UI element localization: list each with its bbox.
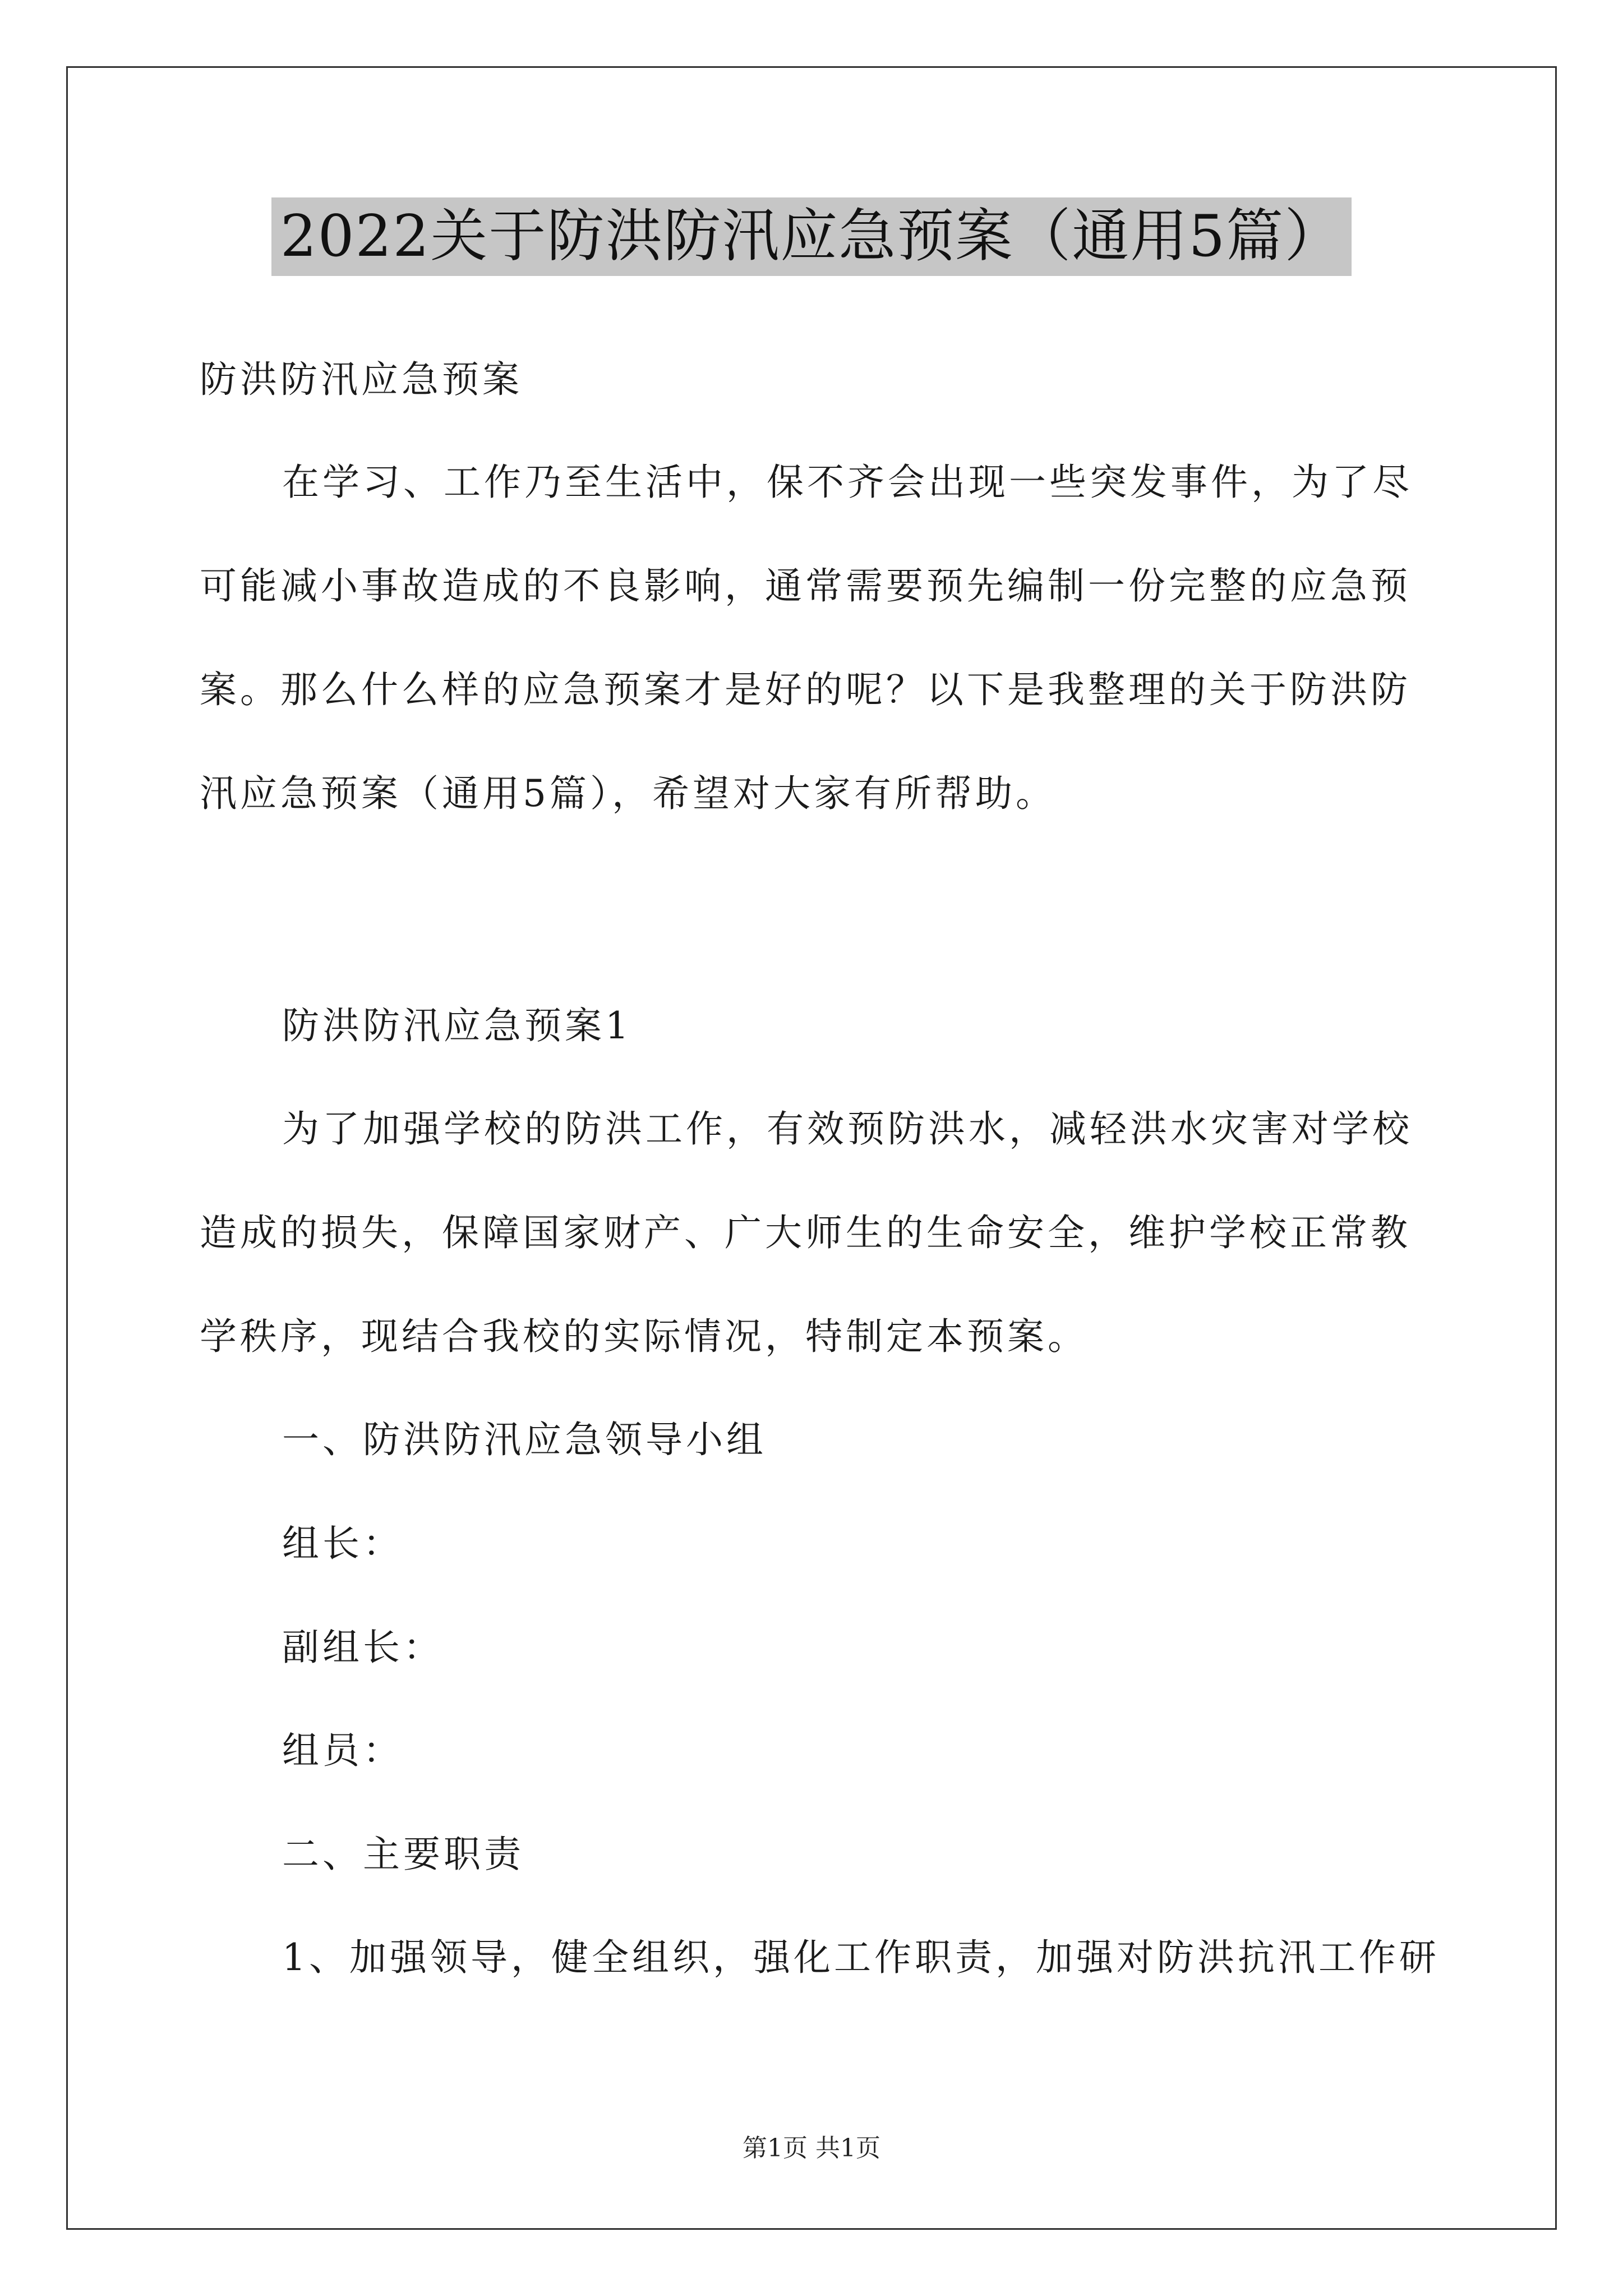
- list-item: 副组长：: [282, 1626, 444, 1669]
- title-container: [0, 197, 1623, 276]
- section-heading: 防洪防汛应急预案1: [282, 1004, 632, 1047]
- subsection-heading: 一、防洪防汛应急领导小组: [282, 1418, 767, 1461]
- paragraph-line: 汛应急预案（通用5篇），希望对大家有所帮助。: [200, 772, 1056, 815]
- paragraph-line: 在学习、工作乃至生活中，保不齐会出现一些突发事件，为了尽: [282, 461, 1413, 504]
- paragraph-line: 为了加强学校的防洪工作，有效预防洪水，减轻洪水灾害对学校: [282, 1107, 1413, 1151]
- paragraph-line: 造成的损失，保障国家财产、广大师生的生命安全，维护学校正常教: [200, 1211, 1411, 1254]
- paragraph-line: 学秩序，现结合我校的实际情况，特制定本预案。: [200, 1315, 1088, 1358]
- paragraph-line: 可能减小事故造成的不良影响，通常需要预先编制一份完整的应急预: [200, 564, 1411, 608]
- page-footer: 第1页 共1页: [743, 2134, 880, 2162]
- paragraph-line: 案。那么什么样的应急预案才是好的呢？以下是我整理的关于防洪防: [200, 668, 1411, 711]
- intro-heading: 防洪防汛应急预案: [200, 358, 523, 401]
- subsection-heading: 二、主要职责: [282, 1833, 524, 1876]
- paragraph-line: 1、加强领导，健全组织，强化工作职责，加强对防洪抗汛工作研: [282, 1936, 1440, 1979]
- list-item: 组长：: [282, 1522, 403, 1565]
- document-title: 2022关于防洪防汛应急预案（通用5篇）: [271, 197, 1352, 276]
- list-item: 组员：: [282, 1729, 403, 1772]
